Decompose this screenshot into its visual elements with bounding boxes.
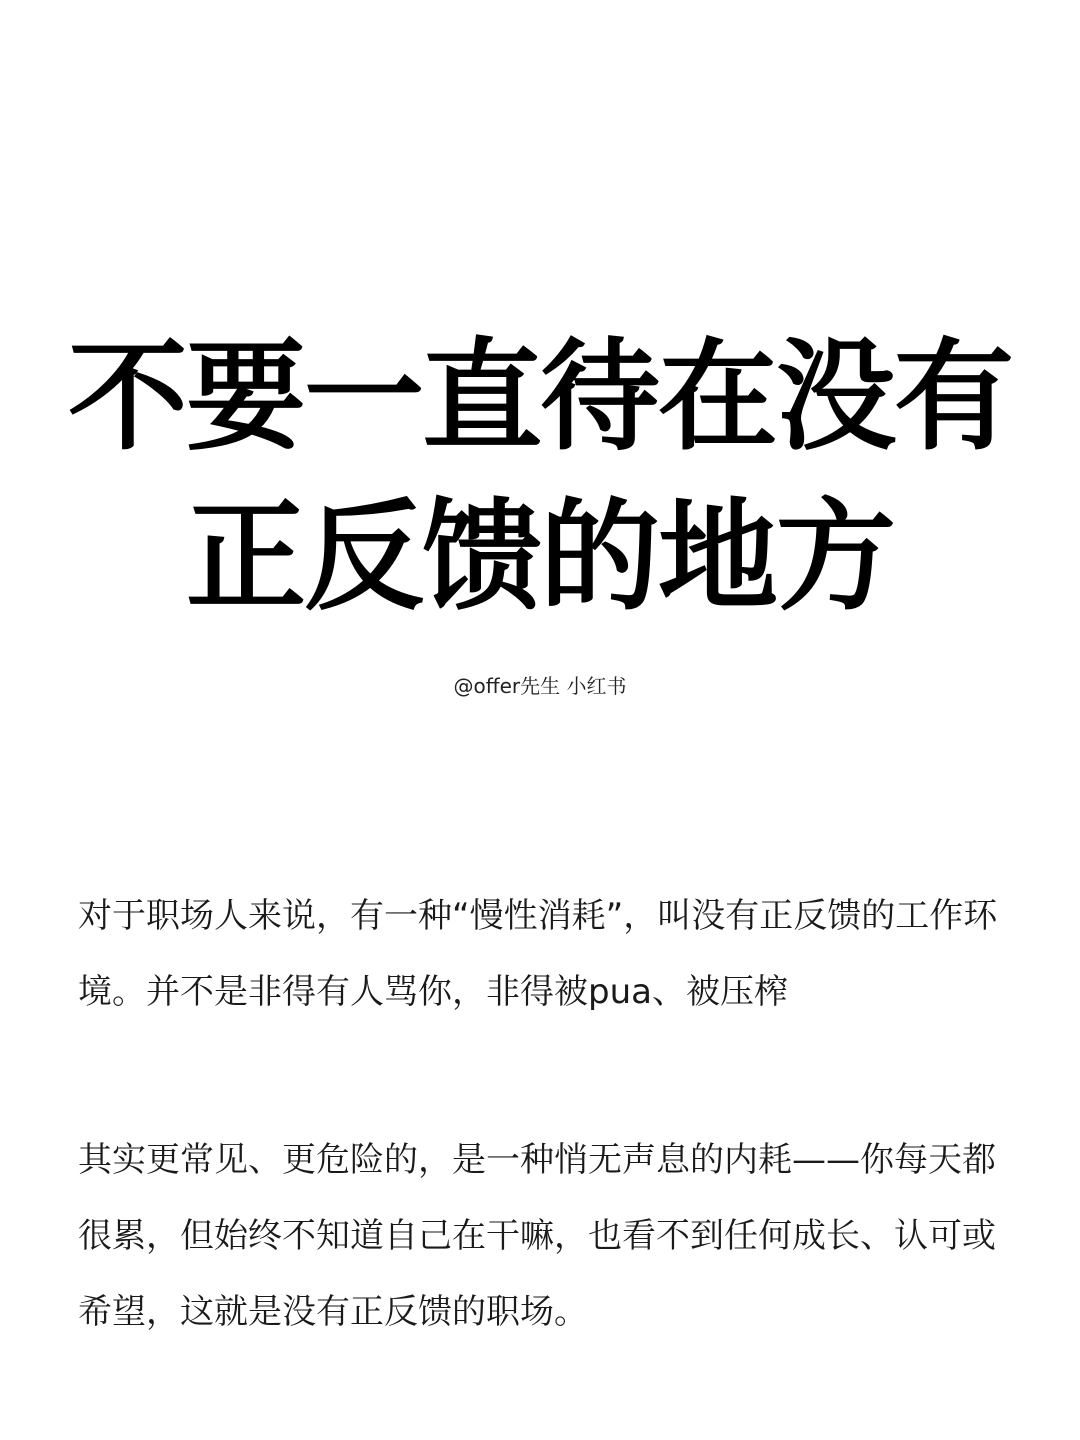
- title-line-1: 不要一直待在没有: [68, 328, 1012, 467]
- paragraph-1: 对于职场人来说，有一种“慢性消耗”，叫没有正反馈的工作环境。并不是非得有人骂你，非得被pua、被压榨: [78, 896, 998, 1012]
- paragraph-2: 其实更常见、更危险的，是一种悄无声息的内耗——你每天都很累，但始终不知道自己在干嘛，也看不到任何成长、认可或希望，这就是没有正反馈的职场。: [78, 1140, 996, 1332]
- title-line-2: 正反馈的地方: [186, 488, 894, 627]
- author-watermark: @offer先生 小红书: [453, 674, 627, 698]
- body-text: [78, 0, 1002, 1440]
